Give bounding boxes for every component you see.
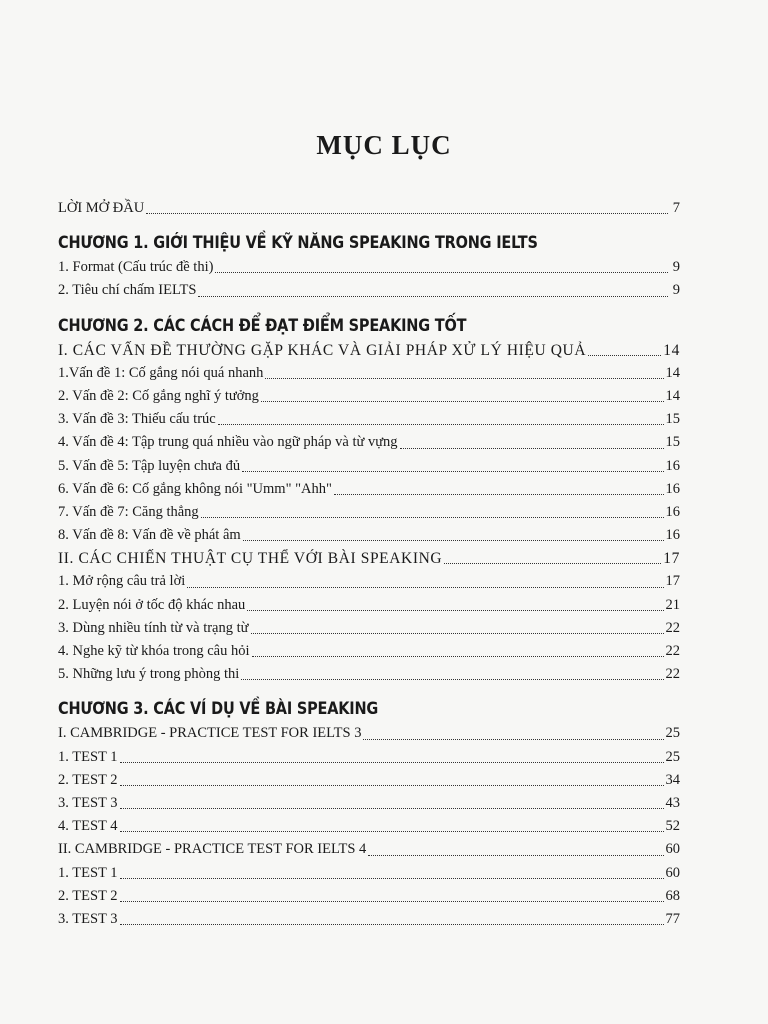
chapter-heading [58, 309, 680, 339]
toc-page-number: 16 [665, 503, 680, 520]
page-title: MỤC LỤC [316, 130, 452, 160]
dot-leader [588, 354, 661, 356]
dot-leader [251, 632, 664, 634]
dot-leader [241, 678, 663, 680]
toc-page-number: 60 [665, 841, 680, 858]
chapter-heading [58, 692, 680, 722]
toc-entry-label: LỜI MỞ ĐẦU [58, 200, 145, 216]
toc-entry-label: 1. TEST 1 [58, 748, 118, 765]
toc-entry-label: 4. Vấn đề 4: Tập trung quá nhiều vào ngữ pháp và từ vựng [58, 434, 398, 451]
dot-leader [120, 784, 664, 786]
toc-page-number: 77 [665, 910, 680, 927]
dot-leader [368, 854, 663, 856]
dot-leader [198, 295, 668, 297]
toc-entry-label: CHƯƠNG 3. CÁC VÍ DỤ VỀ BÀI SPEAKING [58, 700, 379, 719]
toc-page-number: 14 [665, 364, 680, 381]
toc-entry [58, 815, 680, 838]
toc-entry-label: 3. Vấn đề 3: Thiếu cấu trúc [58, 411, 216, 428]
toc-page-number: 17 [665, 573, 680, 590]
toc-entry [58, 431, 680, 454]
chapter-heading [58, 226, 680, 256]
toc-entry [58, 908, 680, 931]
dot-leader [120, 830, 664, 832]
toc-entry [58, 279, 680, 302]
toc-page-number: 22 [665, 666, 680, 683]
toc-page-number: 14 [665, 387, 680, 404]
toc-entry [58, 769, 680, 792]
toc-entry-label: 1. Format (Cấu trúc đề thi) [58, 259, 214, 276]
dot-leader [243, 539, 664, 541]
toc-entry [58, 617, 680, 640]
toc-entry-label: 2. Tiêu chí chấm IELTS [58, 282, 197, 299]
toc-entry-label: 1.Vấn đề 1: Cố gắng nói quá nhanh [58, 364, 264, 381]
toc-entry [58, 838, 680, 861]
dot-leader [252, 655, 664, 657]
toc-entry-label: 1. Mở rộng câu trả lời [58, 573, 186, 590]
toc-entry-label: I. CAMBRIDGE - PRACTICE TEST FOR IELTS 3 [58, 725, 362, 742]
toc-entry [58, 197, 680, 220]
toc-entry-label: 4. Nghe kỹ từ khóa trong câu hỏi [58, 643, 250, 659]
toc-entry-label: 6. Vấn đề 6: Cố gắng không nói "Umm" "Ahh" [58, 480, 332, 497]
toc-entry [58, 478, 680, 501]
dot-leader [242, 470, 663, 472]
toc-entry [58, 885, 680, 908]
table-of-contents [58, 197, 680, 931]
toc-entry-label: 2. TEST 2 [58, 771, 118, 788]
toc-entry-label: 3. TEST 3 [58, 910, 118, 927]
toc-page-number: 16 [665, 527, 680, 544]
dot-leader [187, 586, 663, 588]
dot-leader [146, 212, 668, 214]
toc-page-number: 25 [665, 748, 680, 765]
toc-entry [58, 594, 680, 617]
dot-leader [261, 400, 664, 402]
toc-page-number: 14 [663, 341, 680, 359]
toc-page-number: 9 [672, 259, 680, 276]
toc-entry [58, 640, 680, 663]
toc-page-number: 15 [665, 411, 680, 428]
toc-entry [58, 663, 680, 686]
section-entry [58, 547, 680, 570]
toc-entry [58, 792, 680, 815]
toc-entry-label: 3. TEST 3 [58, 794, 118, 811]
toc-entry [58, 455, 680, 478]
toc-page-number: 21 [665, 596, 680, 613]
toc-entry-label: 2. TEST 2 [58, 887, 118, 904]
dot-leader [120, 877, 664, 879]
toc-page-number: 52 [665, 818, 680, 835]
toc-page-number: 15 [665, 434, 680, 451]
toc-page-number: 9 [672, 282, 680, 299]
toc-entry-label: 7. Vấn đề 7: Căng thẳng [58, 503, 199, 520]
dot-leader [218, 423, 664, 425]
toc-entry-label: 2. Luyện nói ở tốc độ khác nhau [58, 596, 246, 613]
toc-page-number: 60 [665, 864, 680, 881]
toc-page-number: 16 [665, 480, 680, 497]
dot-leader [120, 807, 664, 809]
toc-entry [58, 408, 680, 431]
toc-entry-label: 5. Vấn đề 5: Tập luyện chưa đủ [58, 457, 241, 474]
toc-entry-label: II. CÁC CHIẾN THUẬT CỤ THỂ VỚI BÀI SPEAKING [58, 550, 443, 568]
toc-entry-label: CHƯƠNG 2. CÁC CÁCH ĐỂ ĐẠT ĐIỂM SPEAKING TỐT [58, 316, 467, 336]
toc-page-number: 34 [665, 771, 680, 788]
toc-page-number: 43 [665, 794, 680, 811]
toc-entry [58, 746, 680, 769]
toc-entry-label: 3. Dùng nhiều tính từ và trạng từ [58, 619, 249, 636]
dot-leader [363, 738, 663, 740]
toc-entry [58, 570, 680, 593]
toc-page-number: 22 [665, 643, 680, 659]
toc-page-number: 68 [665, 887, 680, 904]
toc-entry-label: CHƯƠNG 1. GIỚI THIỆU VỀ KỸ NĂNG SPEAKING TRONG IELTS [58, 234, 538, 253]
toc-entry [58, 524, 680, 547]
dot-leader [247, 609, 663, 611]
dot-leader [201, 516, 664, 518]
toc-entry [58, 862, 680, 885]
dot-leader [215, 271, 668, 273]
toc-page-number: 22 [665, 619, 680, 636]
toc-entry-label: 1. TEST 1 [58, 864, 118, 881]
toc-entry-label: 2. Vấn đề 2: Cố gắng nghĩ ý tưởng [58, 387, 259, 404]
toc-entry-label: I. CÁC VẤN ĐỀ THƯỜNG GẶP KHÁC VÀ GIẢI PHÁP XỬ LÝ HIỆU QUẢ [58, 341, 587, 359]
dot-leader [120, 900, 664, 902]
toc-page-number: 17 [663, 550, 680, 568]
dot-leader [400, 447, 664, 449]
toc-entry [58, 362, 680, 385]
dot-leader [334, 493, 664, 495]
dot-leader [444, 562, 661, 564]
toc-page-number: 16 [665, 457, 680, 474]
dot-leader [120, 761, 664, 763]
toc-entry-label: II. CAMBRIDGE - PRACTICE TEST FOR IELTS 4 [58, 841, 367, 858]
toc-entry-label: 8. Vấn đề 8: Vấn đề về phát âm [58, 527, 241, 544]
dot-leader [120, 923, 664, 925]
toc-entry [58, 385, 680, 408]
toc-entry-label: 4. TEST 4 [58, 818, 118, 835]
dot-leader [265, 377, 663, 379]
toc-entry-label: 5. Những lưu ý trong phòng thi [58, 666, 240, 683]
toc-entry [58, 501, 680, 524]
toc-page-number: 7 [672, 200, 680, 216]
toc-page-number: 25 [665, 725, 680, 742]
